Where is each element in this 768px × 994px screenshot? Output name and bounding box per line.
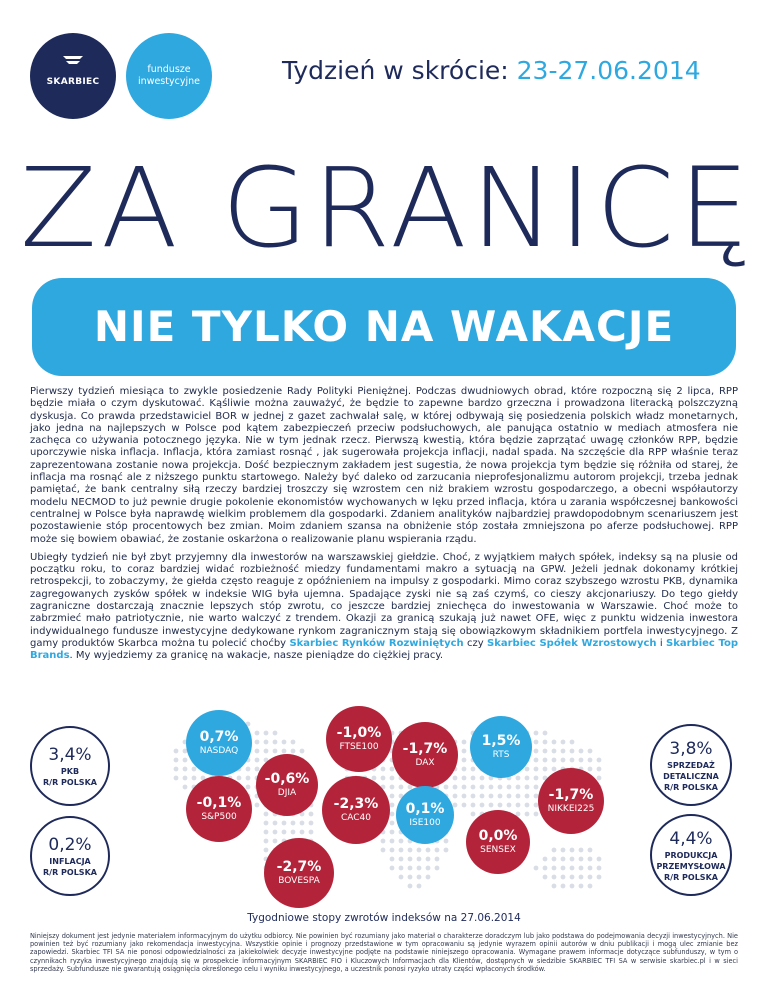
index-name: NIKKEI225 xyxy=(547,804,595,814)
index-bubble-djia xyxy=(256,754,318,816)
article-body xyxy=(30,386,738,669)
headline-banner: NIE TYLKO NA WAKACJE xyxy=(32,278,736,376)
index-bubble-dax xyxy=(392,722,458,788)
macro-label-1: INFLACJA xyxy=(49,857,91,866)
skarbiec-logo xyxy=(30,33,116,119)
title-dates: 23-27.06.2014 xyxy=(516,56,701,85)
disclaimer: Niniejszy dokument jest jedynie materiałem informacyjnym do użytku odbiorcy. Nie powinien być rozumiany jako materiał o charakterze doradczym lub jako podstawa do podejmowania decyzji inwestycyjnych. Nie powinien też być rozumiany jako rekomendacja inwestycyjna. Wszystkie opinie i prognozy przedstawione w tym opracowaniu są jedynie wyrazem opinii autorów w dniu publikacji i mogą ulec zmianie bez zapowiedzi. Skarbiec TFI SA nie ponosi odpowiedzialności za jakiekolwiek decyzje inwestycyjne podjęte na podstawie niniejszego opracowania. Wymagane prawem informacje dotyczące subfunduszy, w tym o czynnikach ryzyka inwestycyjnego znajdują się w prospekcie informacyjnym SKARBIEC FIO i Kluczowych Informacjach dla Klientów, dostępnych w siedzibie SKARBIEC TFI SA w serwisie skarbiec.pl i w sieci sprzedaży. Subfundusze nie gwarantują osiągnięcia określonego celu i wyniku inwestycyjnego, a uczestnik ponosi ryzyko utraty części wpłaconych środków. xyxy=(30,932,738,973)
macro-produkcja xyxy=(650,814,732,896)
macro-value: 3,8% xyxy=(669,738,713,759)
map-caption: Tygodniowe stopy zwrotów indeksów na 27.06.2014 xyxy=(247,912,521,924)
macro-sprzedaz xyxy=(650,724,732,806)
macro-label-2: PRZEMYSŁOWA xyxy=(656,861,726,871)
index-value: 0,0% xyxy=(478,828,518,844)
index-value: -1,0% xyxy=(336,725,382,741)
index-bubble-ise100 xyxy=(396,786,454,844)
index-name: DAX xyxy=(415,758,435,768)
macro-value: 3,4% xyxy=(48,745,92,765)
paragraph-2-text-d: . My wyjedziemy za granicę na wakacje, nasze pieniądze do ciężkiej pracy. xyxy=(69,650,444,662)
index-value: -0,1% xyxy=(196,795,242,811)
fund-link-spolek-wzrostowych[interactable]: Skarbiec Spółek Wzrostowych xyxy=(487,637,657,649)
paragraph-1: Pierwszy tydzień miesiąca to zwykle posiedzenie Rady Polityki Pieniężnej. Podczas dwudniowych obrad, które rozpoczną się 2 lipca, RPP będzie miała o czym dyskutować. Kąśliwie można zauważyć, że będzie to zapewne bardzo grzeczna i prowadzona literacką polszczyzną dyskusja. Co prawda przedstawiciel BOR w jednej z gazet zachwalał salę, w której odbywają się posiedzenia polskich władz monetarnych, jako jedna na najlepszych w Polsce pod kątem zabezpieczeń przeciw podsłuchowych, ale panująca ostatnio w mediach atmosfera nie zachęca co używania potocznego języka. Nie w tym jednak rzecz. Pierwszą kwestią, która będzie zaprzątać uwagę członków RPP, będzie uporczywie niska inflacja. Inflacja, która zamiast rosnąć , jak sugerowała projekcja inflacji, nadal spada. Na szczęście dla RPP właśnie teraz zaprezentowana zostanie nowa projekcja. Dość bezpiecznym zakładem jest sugestia, że nowa projekcja tym będzie się różniła od starej, że inflacja ma rosnąć ale z niższego punktu startowego. Należy być daleko od zarzucania nieprofesjonalizmu autorom projekcji, trzeba jednak pamiętać, że bank centralny siłą rzeczy bardziej troszczy się wzrostem cen niż brakiem wzrostu gospodarczego, a obecni współautorzy modelu NECMOD to już pewnie drugie pokolenie ekonomistów wychowanych w lęku przed inflacja, która u zarania współczesnej bankowości centralnej w Polsce była naprawdę wielkim problemem dla gospodarki. Zdaniem analityków najbardziej prawdopodobnym scenariuszem jest pozostawienie stóp procentowych bez zmian. Moim zdaniem szansa na obniżenie stóp została zmniejszona po aferze podsłuchowej. RPP może się bowiem obawiać, że zostanie oskarżona o realizowanie planu wspierania rządu. xyxy=(30,386,738,545)
index-name: RTS xyxy=(492,750,510,760)
index-value: 0,1% xyxy=(405,801,445,817)
index-bubble-nasdaq xyxy=(186,710,252,776)
macro-label-1: PRODUKCJA xyxy=(664,850,718,860)
page-title xyxy=(282,56,701,85)
index-name: BOVESPA xyxy=(278,876,320,886)
index-name: ISE100 xyxy=(409,818,441,828)
macro-label-2: R/R POLSKA xyxy=(43,778,97,787)
index-value: -1,7% xyxy=(548,787,594,803)
macro-label-3: R/R POLSKA xyxy=(664,782,718,792)
index-bubble-ftse100 xyxy=(326,706,392,772)
macro-label-1: PKB xyxy=(60,767,80,776)
paragraph-2-text-b: czy xyxy=(463,637,487,649)
paragraph-2-text-a: Ubiegły tydzień nie był zbyt przyjemny dla inwestorów na warszawskiej giełdzie. Choć, z wyjątkiem małych spółek, indeksy są na plusie od początku roku, to coraz bardziej widać rozbieżność miedzy fundamentami makro a sytuacją na GPW. Jeżeli jednak dokonamy krótkiej retrospekcji, to zobaczymy, że giełda często reaguje z opóźnieniem na impulsy z gospodarki. Mimo coraz szybszego wzrostu PKB, dynamika zagregowanych zysków spółek w indeksie WIG była ujemna. Spadające zyski nie są zaś czymś, co cieszy akcjonariuszy. Do tego giełdy zagraniczne dostarczają znacznie lepszych stóp zwrotu, co jeszcze bardziej zniechęca do inwestowania w Warszawie. Choć może to zabrzmieć mało patriotycznie, nie warto walczyć z trendem. Okazji za granicą szukają już nawet OFE, więc z punktu widzenia inwestora indywidualnego fundusze inwestycyjne dedykowane rynkom zagranicznym stają się obowiązkowym składnikiem portfela inwestycyjnego. Z gamy produktów Skarbca można tu polecić choćby xyxy=(30,551,738,649)
macro-label-2: R/R POLSKA xyxy=(43,868,97,877)
macro-pkb xyxy=(30,726,110,806)
macro-inflacja xyxy=(30,816,110,896)
index-value: -2,7% xyxy=(276,859,322,875)
index-bubble-sensex xyxy=(466,810,530,874)
index-bubble-sp500 xyxy=(186,776,252,842)
index-bubble-bovespa xyxy=(264,838,334,908)
index-name: S&P500 xyxy=(201,812,237,822)
index-name: NASDAQ xyxy=(199,746,239,756)
index-value: 1,5% xyxy=(481,733,521,749)
fund-line-1: fundusze xyxy=(147,64,191,75)
macro-label-3: R/R POLSKA xyxy=(664,872,718,882)
index-name: SENSEX xyxy=(480,845,516,855)
index-value: 0,7% xyxy=(199,729,239,745)
index-bubble-rts xyxy=(470,716,532,778)
fundusze-badge xyxy=(126,33,212,119)
index-value: -1,7% xyxy=(402,741,448,757)
headline: ZA GRANICĘ xyxy=(20,144,754,272)
index-name: DJIA xyxy=(277,788,297,798)
fund-link-rynkow-rozwinietych[interactable]: Skarbiec Rynków Rozwiniętych xyxy=(289,637,464,649)
index-name: CAC40 xyxy=(340,813,372,823)
macro-label-1: SPRZEDAŻ xyxy=(667,760,715,770)
skarbiec-logo-icon xyxy=(61,53,85,67)
index-bubble-nikkei225 xyxy=(538,768,604,834)
title-prefix: Tydzień w skrócie: xyxy=(282,56,517,85)
index-name: FTSE100 xyxy=(339,742,379,752)
macro-value: 4,4% xyxy=(669,828,713,849)
index-value: -2,3% xyxy=(333,796,379,812)
paragraph-2 xyxy=(30,552,738,663)
index-bubble-cac40 xyxy=(322,776,390,844)
paragraph-2-text-c: i xyxy=(656,637,666,649)
fund-line-2: inwestycyjne xyxy=(138,76,200,87)
fund-link-top-brands[interactable]: Skarbiec Top Brands xyxy=(30,637,738,662)
macro-label-2: DETALICZNA xyxy=(663,771,719,781)
macro-value: 0,2% xyxy=(48,835,92,855)
brand-name: SKARBIEC xyxy=(46,77,100,87)
index-value: -0,6% xyxy=(264,771,310,787)
